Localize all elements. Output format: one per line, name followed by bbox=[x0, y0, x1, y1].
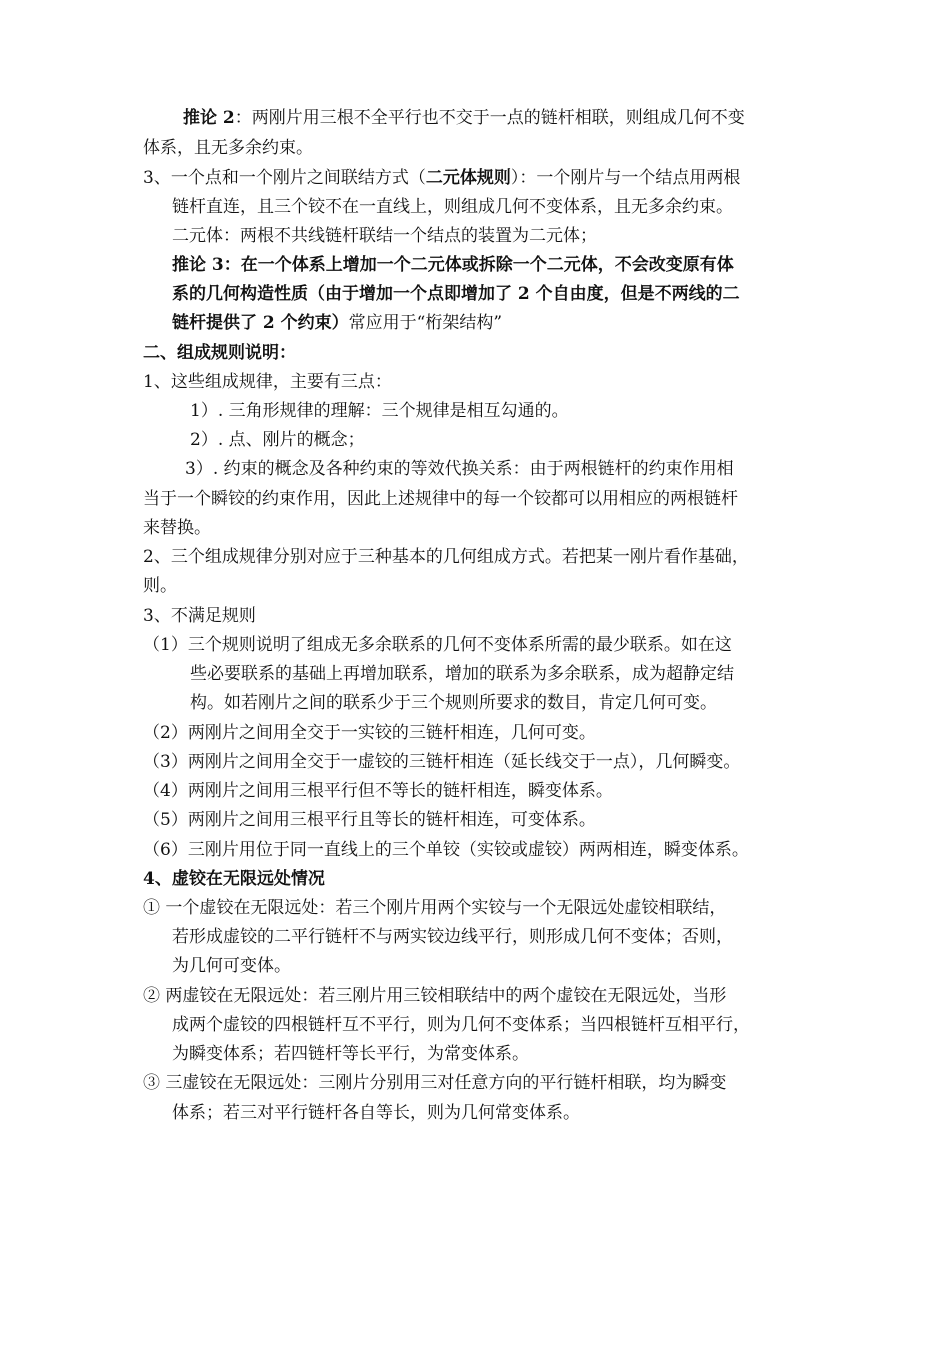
text-run: 为几何可变体。 bbox=[172, 956, 291, 976]
bold-text-run: 系的几何构造性质（由于增加一个点即增加了 2 个自由度，但是不两线的二 bbox=[172, 284, 740, 304]
text-run: （2）两刚片之间用全交于一实铰的三链杆相连，几何可变。 bbox=[143, 723, 596, 743]
text-run: 2）. 点、刚片的概念； bbox=[190, 430, 365, 450]
text-line bbox=[172, 1099, 580, 1128]
text-run: ② 两虚铰在无限远处：若三刚片用三铰相联结中的两个虚铰在无限远处，当形 bbox=[143, 986, 727, 1006]
text-line bbox=[143, 719, 596, 748]
text-line bbox=[172, 309, 502, 338]
bold-text-run: 二元体规则 bbox=[425, 168, 511, 188]
text-line bbox=[143, 543, 749, 572]
bold-text-run: 链杆提供了 2 个约束） bbox=[172, 313, 349, 333]
text-run: 若形成虚铰的二平行链杆不与两实铰边线平行，则形成几何不变体；否则， bbox=[172, 927, 733, 947]
text-run: 当于一个瞬铰的约束作用，因此上述规律中的每一个铰都可以用相应的两根链杆 bbox=[143, 489, 738, 509]
bold-text-run: 二、组成规则说明： bbox=[143, 343, 296, 363]
text-line bbox=[172, 280, 740, 309]
text-line bbox=[143, 836, 749, 865]
bold-text-run: 推论 2 bbox=[183, 108, 235, 128]
text-run: 则。 bbox=[143, 576, 177, 596]
text-line bbox=[143, 982, 726, 1011]
text-line bbox=[185, 455, 734, 484]
text-line bbox=[143, 164, 740, 193]
text-line bbox=[190, 689, 717, 718]
text-run: 常应用于“桁架结构” bbox=[348, 313, 503, 333]
text-line bbox=[143, 572, 177, 601]
text-line bbox=[172, 251, 734, 280]
text-run: ① 一个虚铰在无限远处：若三个刚片用两个实铰与一个无限远处虚铰相联结， bbox=[143, 898, 727, 918]
text-run: 3）. 约束的概念及各种约束的等效代换关系：由于两根链杆的约束作用相 bbox=[185, 459, 734, 479]
text-run: 二元体：两根不共线链杆联结一个结点的装置为二元体； bbox=[172, 226, 597, 246]
text-run: （1）三个规则说明了组成无多余联系的几何不变体系所需的最少联系。如在这 bbox=[143, 635, 732, 655]
text-line bbox=[143, 602, 256, 631]
text-line bbox=[183, 104, 745, 133]
text-line bbox=[143, 806, 596, 835]
text-line bbox=[143, 894, 726, 923]
text-run: ）：一个刚片与一个结点用两根 bbox=[510, 168, 741, 188]
text-line bbox=[172, 222, 597, 251]
text-run: 1）. 三角形规律的理解：三个规律是相互勾通的。 bbox=[190, 401, 569, 421]
text-line bbox=[143, 368, 392, 397]
text-run: 1、这些组成规律，主要有三点： bbox=[143, 372, 392, 392]
text-line bbox=[172, 952, 291, 981]
text-run: 2、三个组成规律分别对应于三种基本的几何组成方式。若把某一刚片看作基础， bbox=[143, 547, 749, 567]
text-line bbox=[172, 193, 733, 222]
text-run: （5）两刚片之间用三根平行且等长的链杆相连，可变体系。 bbox=[143, 810, 596, 830]
text-run: 成两个虚铰的四根链杆互不平行，则为几何不变体系；当四根链杆互相平行， bbox=[172, 1015, 750, 1035]
text-line bbox=[143, 865, 325, 894]
text-run: 构。如若刚片之间的联系少于三个规则所要求的数目，肯定几何可变。 bbox=[190, 693, 717, 713]
text-run: ：两刚片用三根不全平行也不交于一点的链杆相联，则组成几何不变 bbox=[234, 108, 745, 128]
text-run: 些必要联系的基础上再增加联系，增加的联系为多余联系，成为超静定结 bbox=[190, 664, 734, 684]
text-line bbox=[143, 485, 738, 514]
text-line bbox=[190, 426, 365, 455]
text-run: （6）三刚片用位于同一直线上的三个单铰（实铰或虚铰）两两相连，瞬变体系。 bbox=[143, 840, 749, 860]
text-run: 体系，且无多余约束。 bbox=[143, 138, 313, 158]
text-line bbox=[143, 339, 296, 368]
text-run: 为瞬变体系；若四链杆等长平行，为常变体系。 bbox=[172, 1044, 529, 1064]
text-line bbox=[172, 923, 733, 952]
text-line bbox=[143, 1069, 726, 1098]
text-line bbox=[143, 514, 211, 543]
text-run: ③ 三虚铰在无限远处：三刚片分别用三对任意方向的平行链杆相联，均为瞬变 bbox=[143, 1073, 727, 1093]
text-run: 来替换。 bbox=[143, 518, 211, 538]
text-run: 体系；若三对平行链杆各自等长，则为几何常变体系。 bbox=[172, 1103, 580, 1123]
text-line bbox=[143, 777, 613, 806]
text-run: 链杆直连，且三个铰不在一直线上，则组成几何不变体系，且无多余约束。 bbox=[172, 197, 733, 217]
bold-text-run: 4、虚铰在无限远处情况 bbox=[143, 869, 325, 889]
text-run: 3、一个点和一个刚片之间联结方式（ bbox=[143, 168, 426, 188]
text-run: （3）两刚片之间用全交于一虚铰的三链杆相连（延长线交于一点），几何瞬变。 bbox=[143, 752, 741, 772]
text-line bbox=[172, 1011, 750, 1040]
text-line bbox=[172, 1040, 529, 1069]
text-run: 3、不满足规则 bbox=[143, 606, 256, 626]
text-run: （4）两刚片之间用三根平行但不等长的链杆相连，瞬变体系。 bbox=[143, 781, 613, 801]
text-line bbox=[143, 748, 740, 777]
text-line bbox=[190, 397, 569, 426]
text-line bbox=[143, 631, 732, 660]
text-line bbox=[190, 660, 734, 689]
text-line bbox=[143, 134, 313, 163]
bold-text-run: 推论 3：在一个体系上增加一个二元体或拆除一个二元体，不会改变原有体 bbox=[172, 255, 734, 275]
